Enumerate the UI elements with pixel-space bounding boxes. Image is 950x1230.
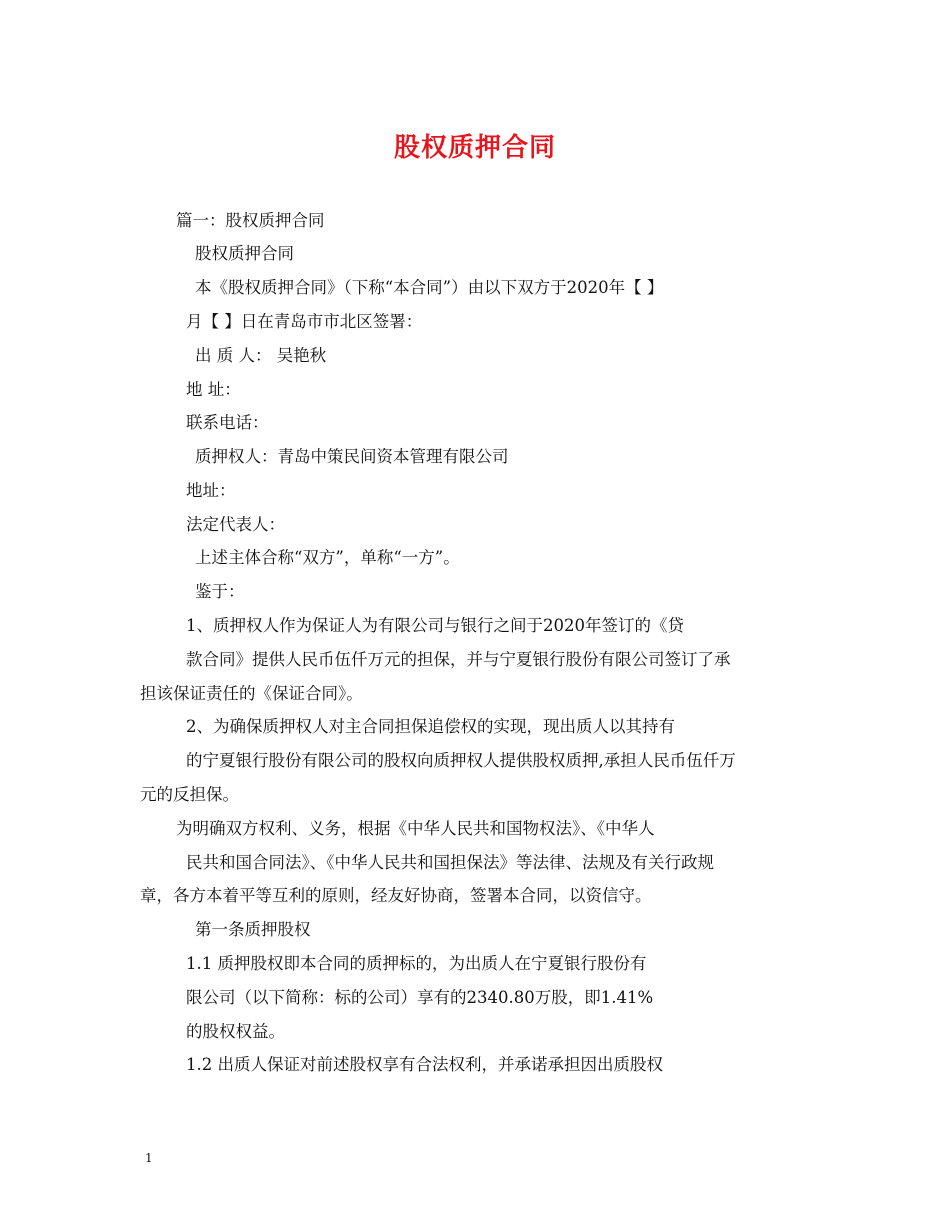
text-line: 本《股权质押合同》（下称“本合同”）由以下双方于2020年【 】	[195, 278, 664, 297]
text-line: 元的反担保。	[140, 785, 239, 804]
page-number: 1	[145, 1151, 153, 1165]
text-line: 担该保证责任的《保证合同》。	[140, 684, 363, 703]
text-line: 出 质 人： 吴艳秋	[195, 346, 327, 365]
text-line: 地 址：	[186, 380, 241, 399]
text-line: 1、质押权人作为保证人为有限公司与银行之间于2020年签订的《贷	[186, 616, 684, 635]
text-line: 质押权人：青岛中策民间资本管理有限公司	[195, 447, 509, 466]
text-line: 为明确双方权利、义务，根据《中华人民共和国物权法》、《中华人	[176, 819, 655, 838]
text-line: 的股权权益。	[186, 1022, 285, 1041]
text-line: 2、为确保质押权人对主合同担保追偿权的实现，现出质人以其持有	[186, 717, 675, 736]
text-line: 股权质押合同	[195, 244, 294, 263]
text-line: 民共和国合同法》、《中华人民共和国担保法》等法律、法规及有关行政规	[186, 853, 714, 872]
text-line: 的宁夏银行股份有限公司的股权向质押权人提供股权质押,承担人民币伍仟万	[186, 751, 736, 770]
text-line: 法定代表人：	[186, 515, 285, 534]
text-line: 上述主体合称“双方”，单称“一方”。	[195, 548, 460, 567]
text-line: 1.1 质押股权即本合同的质押标的，为出质人在宁夏银行股份有	[186, 954, 647, 973]
text-line: 鉴于：	[195, 582, 245, 601]
text-line: 地址：	[186, 481, 236, 500]
text-line: 1.2 出质人保证对前述股权享有合法权利，并承诺承担因出质股权	[186, 1055, 663, 1074]
text-line: 第一条质押股权	[195, 920, 311, 939]
text-line: 联系电话：	[186, 413, 269, 432]
document-title: 股权质押合同	[393, 133, 556, 163]
text-line: 月【 】日在青岛市市北区签署：	[186, 312, 423, 331]
text-line: 限公司（以下简称：标的公司）享有的2340.80万股，即1.41%	[186, 988, 654, 1007]
text-line: 篇一：股权质押合同	[176, 211, 325, 230]
text-line: 章，各方本着平等互利的原则，经友好协商，签署本合同，以资信守。	[140, 886, 652, 905]
text-line: 款合同》提供人民币伍仟万元的担保，并与宁夏银行股份有限公司签订了承	[186, 650, 731, 669]
